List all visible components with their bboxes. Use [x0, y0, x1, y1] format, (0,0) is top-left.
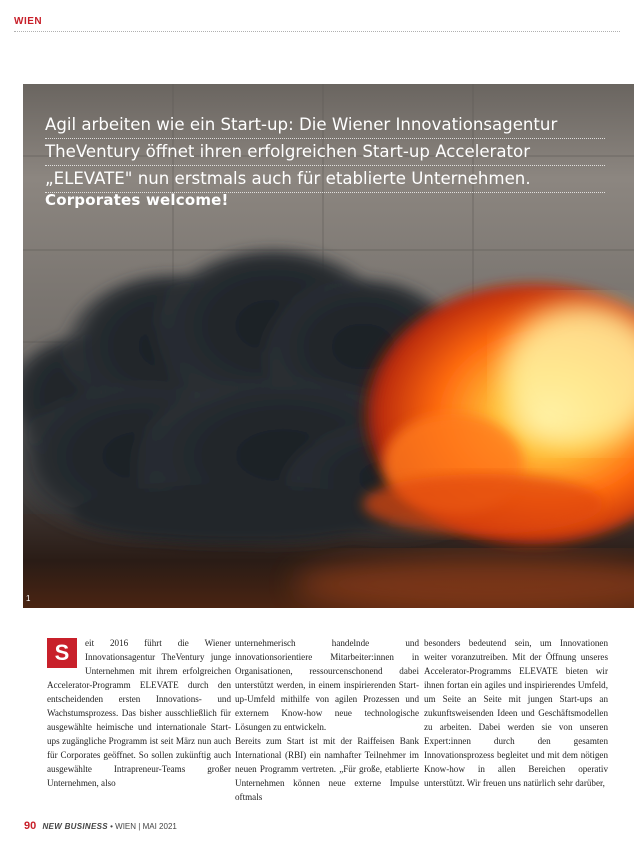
section-divider	[14, 31, 620, 32]
column-1-text: eit 2016 führt die Wiener Innovationsagentur TheVentury junge Unternehmen mit ihrem erfolgreichen Accelerator-Programm ELEVATE durch den entscheidenden ersten Innovations- und Wachstumsprozess. Das bisher ausschließlich für ausgewählte heimische und internationale Start-ups zugängliche Programm ist seit März nun auch für Corporates geöffnet. So sollen zukünftig auch ausgewählte Intrapreneur-Teams großer Unternehmen, also	[47, 638, 231, 788]
article-column-1	[47, 636, 231, 790]
article-column-3	[424, 636, 608, 790]
headline-line: Agil arbeiten wie ein Start-up: Die Wiener Innovationsagentur	[45, 112, 605, 139]
page-number: 90	[24, 820, 37, 832]
hero-image	[23, 84, 634, 608]
magazine-name: NEW BUSINESS	[42, 822, 108, 831]
headline-line: TheVentury öffnet ihren erfolgreichen Start-up Accelerator	[45, 139, 605, 166]
hero-headline	[45, 112, 605, 193]
issue-date: MAI 2021	[142, 822, 177, 831]
hero-subheadline: Corporates welcome!	[45, 191, 229, 209]
dropcap: S	[47, 638, 77, 668]
footer-separator: |	[138, 822, 141, 831]
article-column-2	[235, 636, 419, 804]
column-3-text: besonders bedeutend sein, um Innovationen weiter voranzutreiben. Mit der Öffnung unseres Accelerator-Programms ELEVATE bieten wir ihnen fortan ein agiles und inspirierendes Umfeld, um Seite an Seite mit jungen Start-ups an zukunftsweisenden Ideen und Geschäftsmodellen zu arbeiten. Dabei werden sie von unseren Expert:innen durch den gesamten Innovationsprozess begleitet und mit dem nötigen Know-how in allen Bereichen operativ unterstützt. Wir freuen uns natürlich sehr darüber,	[424, 638, 608, 788]
column-2-text-continued: Bereits zum Start ist mit der Raiffeisen Bank International (RBI) ein namhafter Teilnehmer im neuen Programm vertreten. „Für große, etablierte Unternehmen können neue externe Impulse oftmals	[235, 736, 419, 802]
footer-section: WIEN	[115, 822, 137, 831]
column-2-text: unternehmerisch handelnde und innovationsorientiere Mitarbeiter:innen in Organisationen, ressourcenschonend dabei unterstützt werden, in einem inspirierenden Start-up-Umfeld mithilfe von agilen Prozessen und externem Know-how neue technologische Lösungen zu entwickeln.	[235, 638, 419, 732]
page-footer	[24, 820, 177, 832]
headline-line: „ELEVATE" nun erstmals auch für etablierte Unternehmen.	[45, 166, 605, 193]
photo-number: 1	[26, 594, 31, 603]
footer-bullet: •	[110, 822, 113, 831]
section-label: WIEN	[14, 16, 43, 27]
